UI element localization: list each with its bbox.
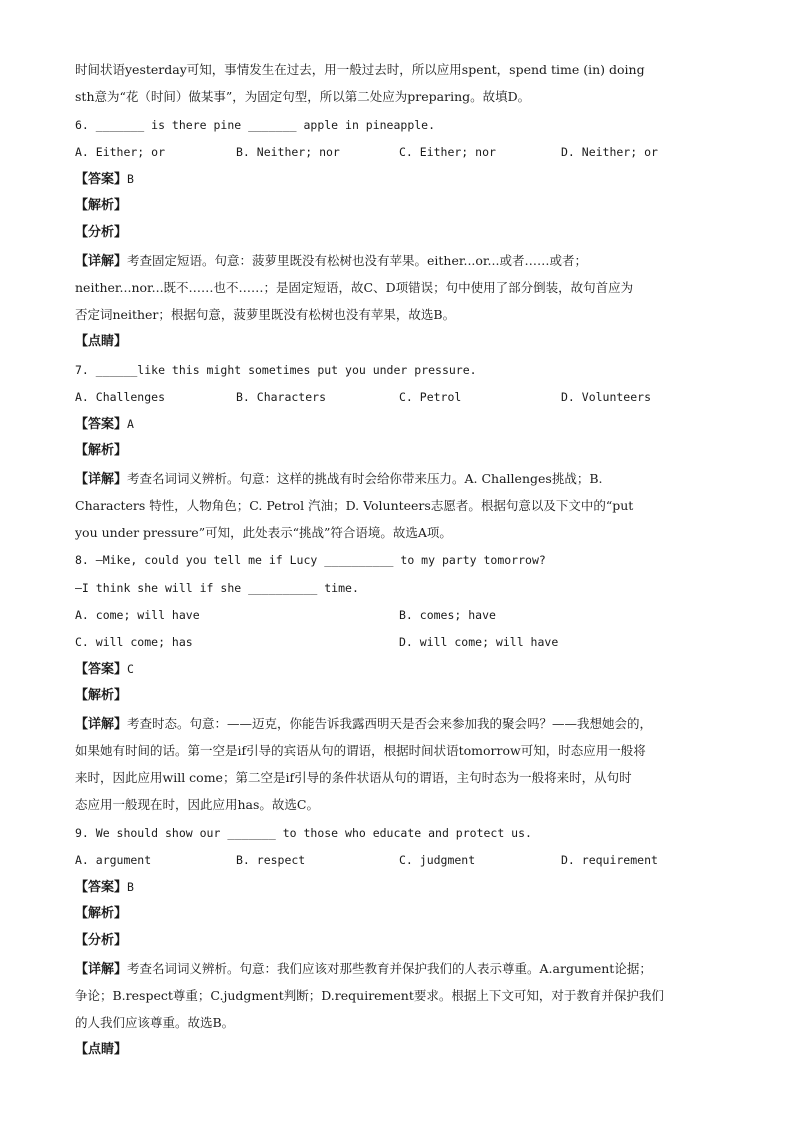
- q7-detail-line: [75, 470, 602, 488]
- q8-option-b: B. comes; have: [399, 608, 496, 622]
- question-8-reply: —I think she will if she __________ time.: [75, 581, 359, 595]
- q7-detail-line-3: you under pressure”可知，此处表示“挑战”符合语境。故选A项。: [75, 525, 452, 540]
- answer-tag: 【答案】: [75, 662, 128, 677]
- answer-value: C: [127, 662, 134, 676]
- q6-answer-line: [75, 170, 134, 188]
- q8-analysis-tag: 【解析】: [75, 688, 128, 703]
- q8-option-a: A. come; will have: [75, 608, 200, 622]
- detail-tag: 【详解】: [75, 962, 128, 977]
- q6-dianjing-tag: 【点睛】: [75, 334, 128, 349]
- q7-option-b: B. Characters: [236, 390, 327, 404]
- q8-detail-line-2: 如果她有时间的话。第一空是if引导的宾语从句的谓语，根据时间状语tomorrow可知，时态应用一般将: [75, 743, 646, 758]
- q6-option-a: A. Either; or: [75, 145, 166, 159]
- question-7: 7. ______like this might sometimes put you under pressure.: [75, 363, 477, 377]
- q8-option-c: C. will come; has: [75, 635, 193, 649]
- q9-dianjing-tag: 【点睛】: [75, 1042, 128, 1057]
- question-6: 6. _______ is there pine _______ apple in pineapple.: [75, 118, 436, 132]
- q6-option-c: C. Either; nor: [399, 145, 496, 159]
- detail-text: 考查固定短语。句意：菠萝里既没有松树也没有苹果。either...or...或者……或者；: [127, 253, 587, 268]
- q7-option-a: A. Challenges: [75, 390, 166, 404]
- detail-tag: 【详解】: [75, 717, 128, 732]
- question-8: 8. —Mike, could you tell me if Lucy __________ to my party tomorrow?: [75, 553, 546, 567]
- q9-option-c: C. judgment: [399, 853, 476, 867]
- detail-tag: 【详解】: [75, 254, 128, 269]
- q6-analysis-tag: 【解析】: [75, 198, 128, 213]
- q6-detail-line-3: 否定词neither；根据句意，菠萝里既没有松树也没有苹果，故选B。: [75, 307, 456, 322]
- answer-value: A: [127, 417, 134, 431]
- text-line: 时间状语yesterday可知，事情发生在过去，用一般过去时，所以应用spent，spend time (in) doing: [75, 62, 645, 77]
- detail-tag: 【详解】: [75, 472, 128, 487]
- q6-option-b: B. Neither; nor: [236, 145, 340, 159]
- q7-option-c: C. Petrol: [399, 390, 462, 404]
- q6-detail-line: [75, 252, 587, 270]
- q9-detail-line: [75, 960, 652, 978]
- q9-detail-line-2: 争论；B.respect尊重；C.judgment判断；D.requirement要求。根据上下文可知，对于教育并保护我们: [75, 988, 664, 1003]
- q9-option-a: A. argument: [75, 853, 152, 867]
- q7-option-d: D. Volunteers: [561, 390, 652, 404]
- answer-value: B: [127, 880, 134, 894]
- q7-analysis-tag: 【解析】: [75, 443, 128, 458]
- q8-answer-line: [75, 660, 134, 678]
- q8-option-d: D. will come; will have: [399, 635, 559, 649]
- answer-value: B: [127, 172, 134, 186]
- q7-answer-line: [75, 415, 134, 433]
- q9-analysis-tag: 【解析】: [75, 906, 128, 921]
- q6-option-d: D. Neither; or: [561, 145, 658, 159]
- answer-tag: 【答案】: [75, 172, 128, 187]
- detail-text: 考查名词词义辨析。句意：我们应该对那些教育并保护我们的人表示尊重。A.argument论据；: [127, 961, 652, 976]
- q9-detail-line-3: 的人我们应该尊重。故选B。: [75, 1015, 235, 1030]
- q6-detail-line-2: neither...nor...既不……也不……；是固定短语，故C、D项错误；句中使用了部分倒装，故句首应为: [75, 280, 634, 295]
- q9-answer-line: [75, 878, 134, 896]
- answer-tag: 【答案】: [75, 880, 128, 895]
- q7-detail-line-2: Characters 特性，人物角色；C. Petrol 汽油；D. Volunteers志愿者。根据句意以及下文中的“put: [75, 498, 634, 513]
- question-9: 9. We should show our _______ to those who educate and protect us.: [75, 826, 532, 840]
- detail-text: 考查名词词义辨析。句意：这样的挑战有时会给你带来压力。A. Challenges挑战；B.: [127, 471, 603, 486]
- q9-option-b: B. respect: [236, 853, 306, 867]
- q8-detail-line-3: 来时，因此应用will come；第二空是if引导的条件状语从句的谓语，主句时态为一般将来时，从句时: [75, 770, 632, 785]
- text-line: sth意为“花（时间）做某事”，为固定句型，所以第二处应为preparing。故填D。: [75, 89, 531, 104]
- answer-tag: 【答案】: [75, 417, 128, 432]
- q6-fenxi-tag: 【分析】: [75, 225, 128, 240]
- q9-option-d: D. requirement: [561, 853, 658, 867]
- detail-text: 考查时态。句意：——迈克，你能告诉我露西明天是否会来参加我的聚会吗？——我想她会的，: [127, 716, 653, 731]
- q8-detail-line: [75, 715, 652, 733]
- q9-fenxi-tag: 【分析】: [75, 933, 128, 948]
- q8-detail-line-4: 态应用一般现在时，因此应用has。故选C。: [75, 797, 319, 812]
